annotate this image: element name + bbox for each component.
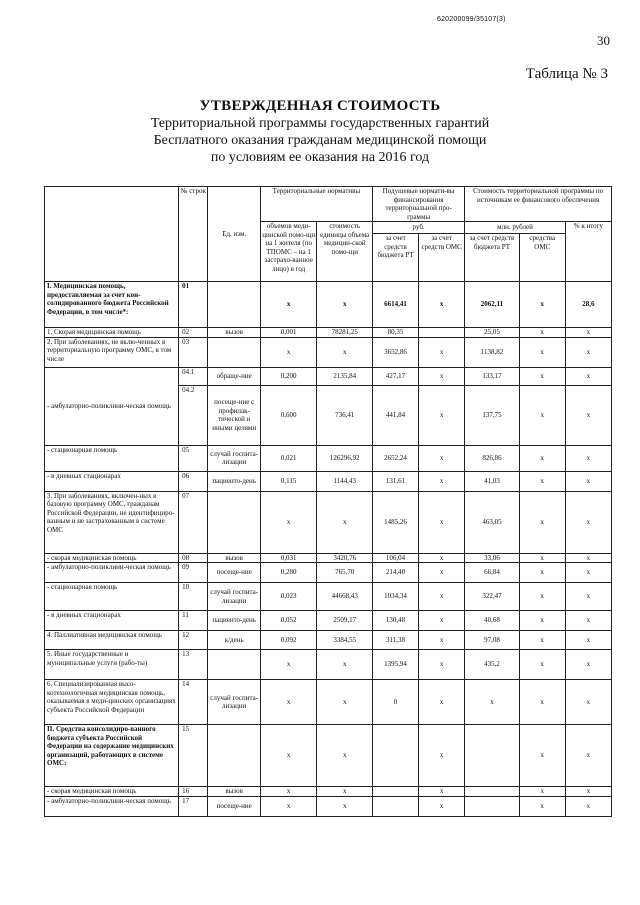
row-percap-oms: x: [419, 796, 465, 816]
row-name: II. Средства консолидиро-ванного бюджета субъекта Российской Федерации на содержание медицинских организаций, работающих в системе ОМС:: [45, 725, 179, 787]
header-pct: % к итогу: [565, 222, 611, 282]
row-volume: 0,052: [260, 611, 317, 631]
row-unit: посеще-ние с профилак-тической и иными целями: [208, 385, 260, 445]
header-percap: Подушевые нормати-вы финансирования территориальной про-граммы: [372, 187, 464, 222]
row-sum-oms: x: [519, 491, 565, 553]
row-percap-rt: 80,35: [372, 328, 418, 338]
row-cost: 2509,17: [317, 611, 373, 631]
row-pct: x: [565, 650, 611, 680]
row-pct: x: [565, 796, 611, 816]
table-row: [45, 680, 612, 725]
row-pct: x: [565, 787, 611, 797]
row-sum-rt: 826,86: [465, 445, 519, 471]
table-number: Таблица № 3: [525, 66, 608, 82]
row-no: 16: [179, 787, 208, 797]
row-pct: x: [565, 471, 611, 491]
row-cost: 126296,92: [317, 445, 373, 471]
row-cost: 78281,25: [317, 328, 373, 338]
row-cost: 1144,43: [317, 471, 373, 491]
table-row: [45, 471, 612, 491]
row-sum-rt: 66,84: [465, 563, 519, 583]
row-percap-rt: 214,40: [372, 563, 418, 583]
row-sum-rt: 463,05: [465, 491, 519, 553]
row-name: 4. Паллиативная медицинская помощь: [45, 631, 179, 650]
row-no: 14: [179, 680, 208, 725]
row-percap-rt: 1034,34: [372, 583, 418, 611]
row-percap-oms: x: [419, 787, 465, 797]
row-unit: случай госпита-лизации: [208, 680, 260, 725]
row-percap-oms: x: [419, 563, 465, 583]
row-name: - амбулаторно-поликлини-ческая помощь: [45, 563, 179, 583]
row-no: 07: [179, 491, 208, 553]
row-no: 15: [179, 725, 208, 787]
row-cost: x: [317, 491, 373, 553]
row-sum-oms: x: [519, 445, 565, 471]
row-volume: x: [260, 491, 317, 553]
document-stamp: 620200099/35107(3): [437, 16, 506, 23]
row-percap-rt: [372, 796, 418, 816]
row-pct: x: [565, 328, 611, 338]
row-no: 03: [179, 337, 208, 367]
row-percap-rt: 6614,41: [372, 282, 418, 328]
row-volume: 0,092: [260, 631, 317, 650]
row-percap-oms: x: [419, 282, 465, 328]
row-pct: x: [565, 631, 611, 650]
row-sum-oms: x: [519, 680, 565, 725]
row-no: 11: [179, 611, 208, 631]
row-percap-rt: 1485,26: [372, 491, 418, 553]
row-unit: обраще-ние: [208, 367, 260, 385]
row-sum-oms: x: [519, 725, 565, 787]
row-no: 06: [179, 471, 208, 491]
row-volume: 0,115: [260, 471, 317, 491]
header-rub: руб.: [372, 222, 464, 234]
row-sum-oms: x: [519, 328, 565, 338]
table-row: [45, 445, 612, 471]
row-sum-oms: x: [519, 282, 565, 328]
row-unit: пациенто-день: [208, 471, 260, 491]
row-percap-rt: 311,38: [372, 631, 418, 650]
row-pct: x: [565, 337, 611, 367]
table-row: [45, 563, 612, 583]
table-row: [45, 583, 612, 611]
row-cost: x: [317, 680, 373, 725]
row-pct: x: [565, 445, 611, 471]
header-volume: объемов меди-цинской помо-щи на 1 жителя (по ТПОМС – на 1 застрахо-ванное лицо) в год: [260, 222, 317, 282]
row-pct: x: [565, 680, 611, 725]
row-unit: вызов: [208, 787, 260, 797]
row-sum-oms: x: [519, 611, 565, 631]
row-name: 1. Скорая медицинская помощь: [45, 328, 179, 338]
row-unit: случай госпита-лизации: [208, 583, 260, 611]
row-sum-rt: 137,75: [465, 385, 519, 445]
table-row: [45, 787, 612, 797]
row-volume: 0,200: [260, 367, 317, 385]
table-row: [45, 282, 612, 328]
row-percap-oms: x: [419, 445, 465, 471]
row-pct: x: [565, 385, 611, 445]
row-sum-oms: x: [519, 583, 565, 611]
header-cost-unit: стоимость единицы объема медицин-ской помо-щи: [317, 222, 373, 282]
row-percap-oms: x: [419, 491, 465, 553]
row-percap-rt: 0: [372, 680, 418, 725]
row-volume: x: [260, 725, 317, 787]
cost-table: [44, 186, 612, 817]
row-no: 02: [179, 328, 208, 338]
row-percap-rt: 441,84: [372, 385, 418, 445]
row-name: 5. Иные государственные и муниципальные услуги (рабо-ты): [45, 650, 179, 680]
row-pct: 28,6: [565, 282, 611, 328]
row-sum-rt: [465, 787, 519, 797]
row-name: I. Медицинская помощь, предоставляемая за счет кон-солидированного бюджета Российской Федерации, в том числе*:: [45, 282, 179, 328]
row-volume: x: [260, 796, 317, 816]
row-pct: x: [565, 725, 611, 787]
row-name: - скорая медицинская помощь: [45, 787, 179, 797]
row-sum-rt: 133,17: [465, 367, 519, 385]
row-volume: x: [260, 282, 317, 328]
row-percap-oms: x: [419, 553, 465, 563]
table-row: [45, 650, 612, 680]
row-sum-rt: 1138,82: [465, 337, 519, 367]
row-percap-oms: x: [419, 631, 465, 650]
row-cost: x: [317, 796, 373, 816]
row-cost: x: [317, 282, 373, 328]
row-sum-rt: 435,2: [465, 650, 519, 680]
table-row: [45, 553, 612, 563]
row-sum-rt: 40,68: [465, 611, 519, 631]
row-unit: посеще-ние: [208, 563, 260, 583]
row-unit: посеще-ние: [208, 796, 260, 816]
row-percap-rt: 1395,94: [372, 650, 418, 680]
row-percap-rt: 130,48: [372, 611, 418, 631]
table-row: [45, 611, 612, 631]
row-name: - стационарная помощь: [45, 583, 179, 611]
header-total-cost: Стоимость территориальной программы по источникам ее финансового обеспечения: [465, 187, 612, 222]
subtitle-line: Бесплатного оказания гражданам медицинской помощи: [153, 133, 487, 148]
row-sum-rt: [465, 725, 519, 787]
row-volume: 0,280: [260, 563, 317, 583]
row-no: 09: [179, 563, 208, 583]
table-row: [45, 367, 612, 385]
row-unit: пациенто-день: [208, 611, 260, 631]
row-percap-rt: 131,61: [372, 471, 418, 491]
row-sum-rt: 41,03: [465, 471, 519, 491]
row-percap-rt: [372, 787, 418, 797]
row-unit: к/день: [208, 631, 260, 650]
table-row: [45, 631, 612, 650]
row-no: 04.2: [179, 385, 208, 445]
header-budget-rt: за счет средств бюджета РТ: [372, 234, 418, 282]
row-percap-oms: x: [419, 583, 465, 611]
row-volume: 0,023: [260, 583, 317, 611]
row-percap-rt: [372, 725, 418, 787]
table-row: [45, 328, 612, 338]
table-row: [45, 337, 612, 367]
page-number: 30: [597, 33, 610, 48]
row-unit: [208, 725, 260, 787]
row-no: 08: [179, 553, 208, 563]
row-pct: x: [565, 553, 611, 563]
row-no: 04.1: [179, 367, 208, 385]
row-percap-oms: x: [419, 385, 465, 445]
row-cost: x: [317, 725, 373, 787]
row-percap-oms: x: [419, 680, 465, 725]
row-unit: [208, 650, 260, 680]
row-sum-oms: x: [519, 650, 565, 680]
row-percap-rt: 427,17: [372, 367, 418, 385]
row-volume: 0,001: [260, 328, 317, 338]
row-cost: 44668,43: [317, 583, 373, 611]
row-sum-rt: 33,06: [465, 553, 519, 563]
row-volume: x: [260, 650, 317, 680]
row-percap-rt: 3652,86: [372, 337, 418, 367]
header-mln: млн. рублей: [465, 222, 566, 234]
row-cost: 3420,76: [317, 553, 373, 563]
row-percap-oms: x: [419, 650, 465, 680]
row-sum-oms: x: [519, 787, 565, 797]
header-row-no: № строк: [179, 187, 208, 282]
row-percap-oms: x: [419, 367, 465, 385]
row-sum-oms: x: [519, 553, 565, 563]
row-unit: случай госпита-лизации: [208, 445, 260, 471]
row-unit: [208, 282, 260, 328]
row-sum-rt: x: [465, 680, 519, 725]
row-sum-rt: 97,08: [465, 631, 519, 650]
row-sum-rt: 25,05: [465, 328, 519, 338]
table-row: [45, 491, 612, 553]
row-name: - амбулаторно-поликлини-ческая помощь: [45, 796, 179, 816]
row-volume: 0,031: [260, 553, 317, 563]
row-percap-oms: x: [419, 611, 465, 631]
row-cost: 765,70: [317, 563, 373, 583]
row-sum-oms: x: [519, 367, 565, 385]
row-sum-rt: 322,47: [465, 583, 519, 611]
document-heading: [100, 98, 540, 166]
header-oms: за счет средств ОМС: [419, 234, 465, 282]
row-cost: x: [317, 787, 373, 797]
header-terr-norm: Территориальные нормативы: [260, 187, 372, 222]
header-budget-rt2: за счет средств бюджета РТ: [465, 234, 519, 282]
row-unit: [208, 491, 260, 553]
row-sum-oms: x: [519, 631, 565, 650]
row-name: 6. Специализированная высо-котехнологичная медицинская помощь, оказываемая в меди-цинских организациях субъекта Российской Федерации: [45, 680, 179, 725]
row-volume: x: [260, 337, 317, 367]
row-volume: x: [260, 680, 317, 725]
row-no: 10: [179, 583, 208, 611]
row-pct: x: [565, 563, 611, 583]
row-name: - стационарная помощь: [45, 445, 179, 471]
row-pct: x: [565, 367, 611, 385]
row-percap-rt: 106,04: [372, 553, 418, 563]
row-no: 01: [179, 282, 208, 328]
row-unit: [208, 337, 260, 367]
row-unit: вызов: [208, 328, 260, 338]
row-sum-oms: x: [519, 563, 565, 583]
row-sum-oms: x: [519, 385, 565, 445]
row-name: 2. При заболеваниях, не вклю-ченных в территориальную программу ОМС, в том числе: [45, 337, 179, 367]
row-volume: 0,021: [260, 445, 317, 471]
subtitle-line: по условиям ее оказания на 2016 год: [210, 150, 430, 165]
row-percap-oms: x: [419, 337, 465, 367]
row-cost: x: [317, 650, 373, 680]
table-row: [45, 725, 612, 787]
document-title: УТВЕРЖДЕННАЯ СТОИМОСТЬ: [199, 98, 441, 114]
row-cost: x: [317, 337, 373, 367]
header-oms2: средства ОМС: [519, 234, 565, 282]
row-cost: 2135,84: [317, 367, 373, 385]
row-sum-rt: 2062,11: [465, 282, 519, 328]
row-name: - в дневных стационарах: [45, 611, 179, 631]
row-name: - скорая медицинская помощь: [45, 553, 179, 563]
row-volume: 0,600: [260, 385, 317, 445]
row-no: 17: [179, 796, 208, 816]
row-unit: вызов: [208, 553, 260, 563]
row-sum-oms: x: [519, 337, 565, 367]
row-sum-rt: [465, 796, 519, 816]
row-name: - амбулаторно-поликлини-ческая помощь: [45, 367, 179, 445]
row-sum-oms: x: [519, 471, 565, 491]
row-no: 13: [179, 650, 208, 680]
row-no: 05: [179, 445, 208, 471]
row-cost: 3384,55: [317, 631, 373, 650]
row-percap-oms: x: [419, 471, 465, 491]
row-percap-oms: x: [419, 725, 465, 787]
row-pct: x: [565, 491, 611, 553]
row-volume: x: [260, 787, 317, 797]
subtitle-line: Территориальной программы государственных гарантий: [150, 116, 490, 131]
row-name: 3. При заболеваниях, включен-ных в базовую программу ОМС, гражданам Российской Федерации, не идентифициро-ванным и не застрахованным в системе ОМС: [45, 491, 179, 553]
row-cost: 736,41: [317, 385, 373, 445]
row-percap-oms: [419, 328, 465, 338]
row-pct: x: [565, 583, 611, 611]
row-sum-oms: x: [519, 796, 565, 816]
table-row: [45, 796, 612, 816]
header-name-cell: [45, 187, 179, 282]
row-name: - в дневных стационарах: [45, 471, 179, 491]
row-percap-rt: 2652,24: [372, 445, 418, 471]
row-no: 12: [179, 631, 208, 650]
row-pct: x: [565, 611, 611, 631]
header-unit: Ед. изм.: [208, 187, 260, 282]
